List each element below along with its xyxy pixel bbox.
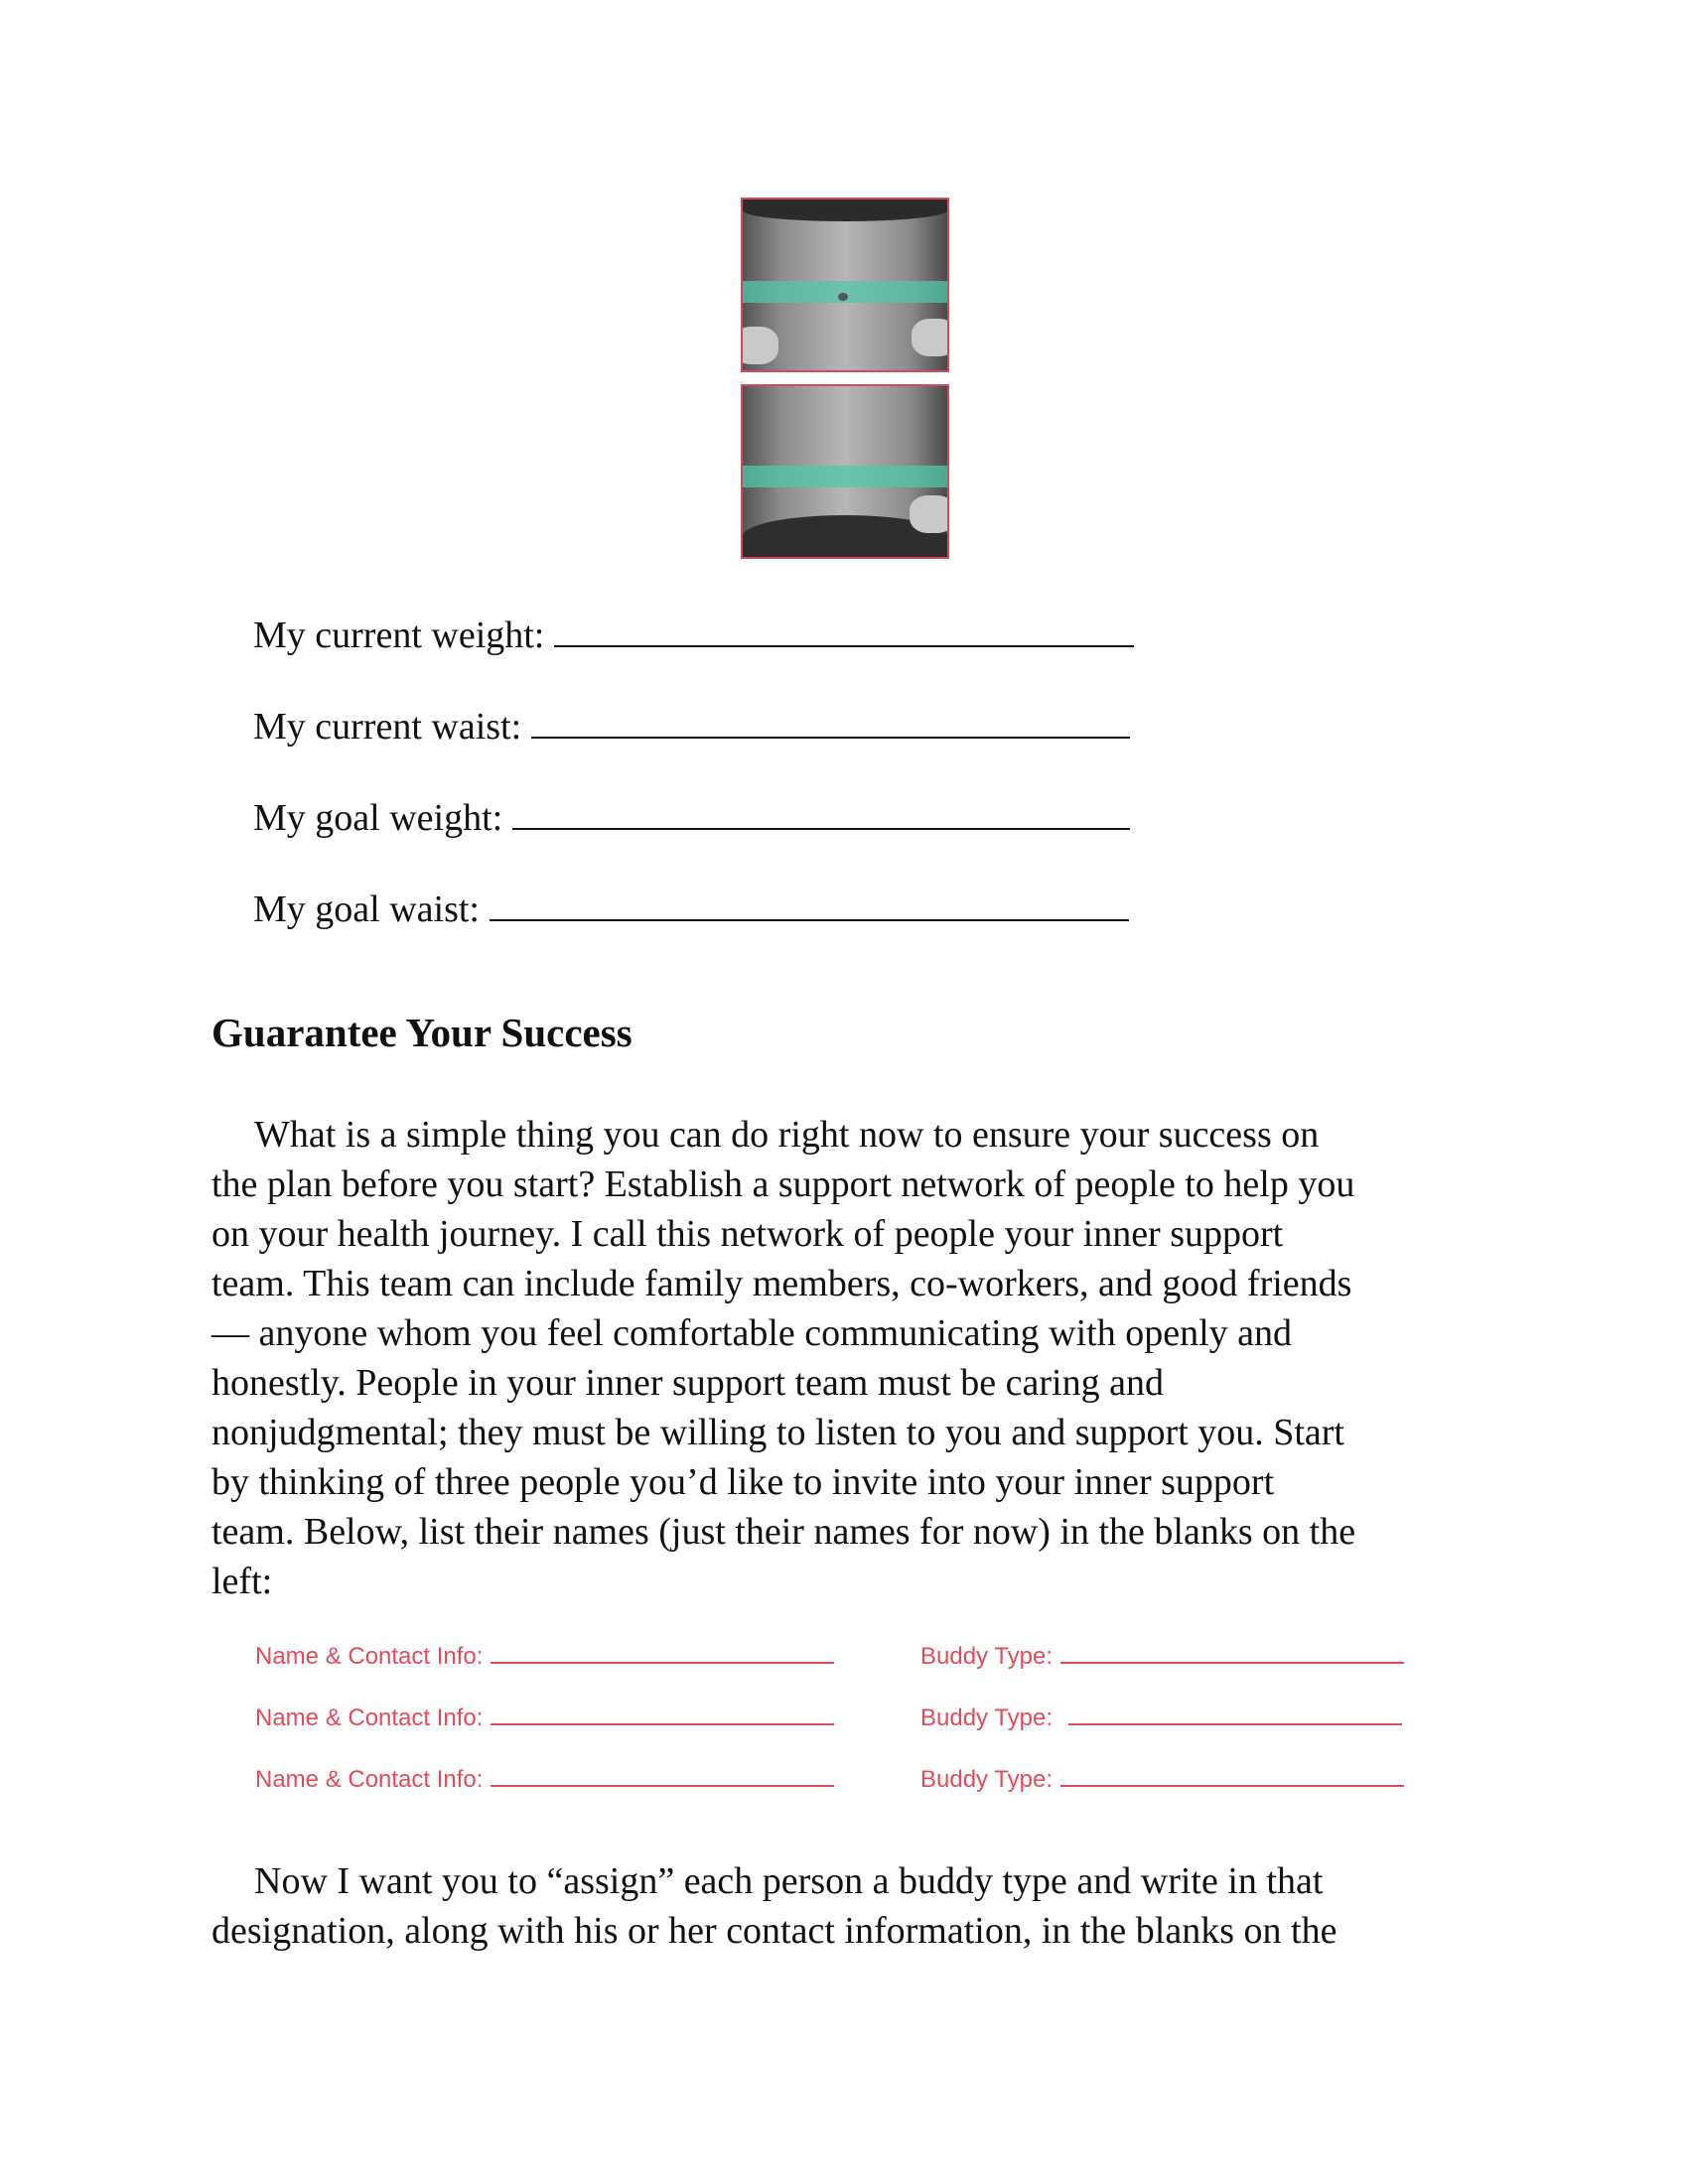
buddy-type-blank[interactable] — [1060, 1763, 1404, 1787]
name-contact-label: Name & Contact Info: — [255, 1766, 484, 1793]
name-contact-blank[interactable] — [491, 1763, 834, 1787]
name-contact-blank[interactable] — [491, 1702, 834, 1725]
goal-weight-blank[interactable] — [512, 798, 1130, 830]
paragraph-line: designation, along with his or her contact information, in the blanks on the — [211, 1910, 1337, 1952]
paragraph-line: left: — [211, 1561, 273, 1602]
goal-weight-field — [253, 798, 1134, 889]
buddy-row — [255, 1763, 1053, 1825]
current-weight-blank[interactable] — [554, 615, 1134, 647]
goal-waist-blank[interactable] — [490, 889, 1129, 921]
name-contact-label: Name & Contact Info: — [255, 1643, 484, 1670]
goal-waist-field — [253, 889, 1134, 981]
waist-photo-back — [741, 384, 949, 559]
name-contact-blank[interactable] — [491, 1640, 834, 1664]
assign-paragraph — [211, 1856, 1502, 1956]
buddy-type-blank[interactable] — [1060, 1640, 1404, 1664]
paragraph-line: — anyone whom you feel comfortable communicating with openly and — [211, 1312, 1292, 1354]
buddy-type-label: Buddy Type: — [920, 1705, 1053, 1731]
intro-paragraph — [211, 1110, 1502, 1606]
buddy-type-blank[interactable] — [1068, 1702, 1402, 1725]
current-weight-field — [253, 615, 1134, 707]
paragraph-line: team. This team can include family members, co-workers, and good friends — [211, 1263, 1352, 1304]
buddy-type-label: Buddy Type: — [920, 1766, 1053, 1793]
paragraph-line: What is a simple thing you can do right now to ensure your success on — [254, 1114, 1320, 1156]
current-waist-field — [253, 707, 1134, 798]
paragraph-line: nonjudgmental; they must be willing to listen to you and support you. Start — [211, 1412, 1344, 1453]
buddy-row — [255, 1640, 1053, 1702]
name-contact-label: Name & Contact Info: — [255, 1705, 484, 1731]
goal-weight-label: My goal weight: — [253, 797, 503, 839]
paragraph-line: team. Below, list their names (just their names for now) in the blanks on the — [211, 1511, 1356, 1553]
buddy-form — [255, 1640, 1053, 1825]
section-heading: Guarantee Your Success — [211, 1010, 633, 1055]
measurement-fields — [253, 615, 1134, 981]
current-waist-label: My current waist: — [253, 706, 522, 748]
buddy-type-label: Buddy Type: — [920, 1643, 1053, 1670]
paragraph-line: the plan before you start? Establish a support network of people to help you — [211, 1163, 1355, 1205]
goal-waist-label: My goal waist: — [253, 888, 480, 930]
current-weight-label: My current weight: — [253, 614, 545, 656]
paragraph-line: Now I want you to “assign” each person a buddy type and write in that — [254, 1860, 1324, 1902]
current-waist-blank[interactable] — [531, 707, 1130, 739]
paragraph-line: by thinking of three people you’d like to invite into your inner support — [211, 1461, 1275, 1503]
paragraph-line: honestly. People in your inner support team must be caring and — [211, 1362, 1164, 1404]
buddy-row — [255, 1702, 1053, 1763]
waist-photos — [741, 198, 949, 571]
waist-photo-front — [741, 198, 949, 372]
paragraph-line: on your health journey. I call this network of people your inner support — [211, 1213, 1284, 1255]
